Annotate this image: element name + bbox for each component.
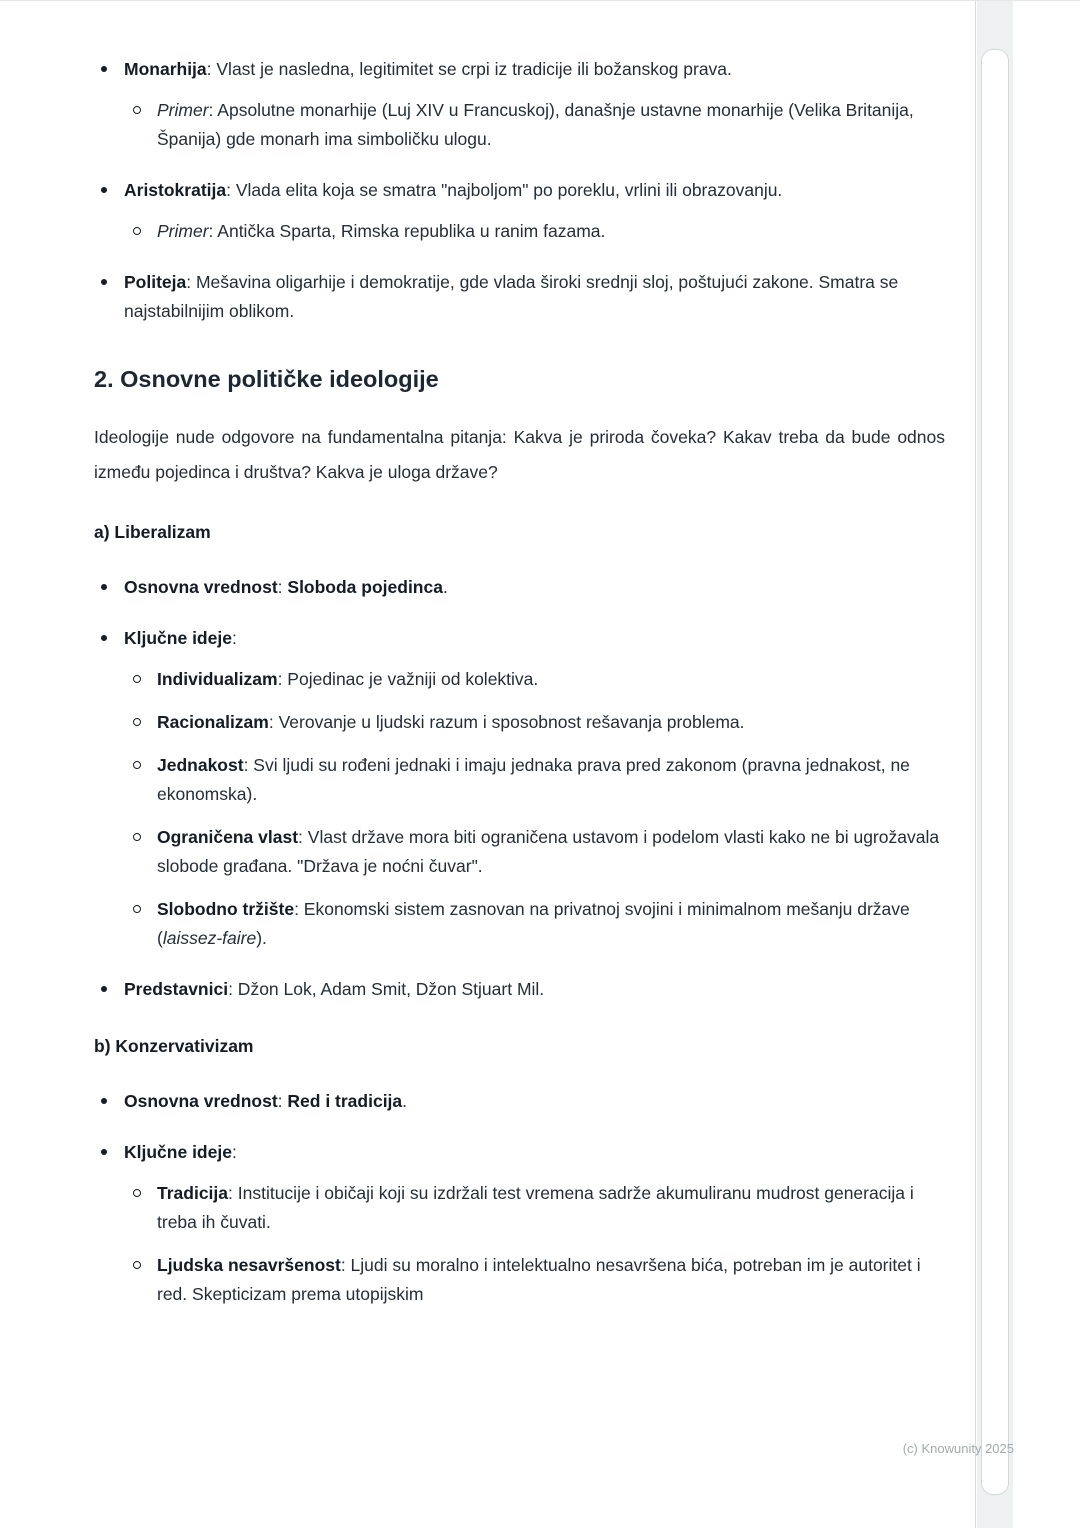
list-item xyxy=(94,268,945,326)
italic-text: Primer xyxy=(157,221,209,241)
bold-text: Osnovna vrednost xyxy=(124,577,278,597)
bold-text: Individualizam xyxy=(157,669,278,689)
bold-text: Osnovna vrednost xyxy=(124,1091,278,1111)
bullet-list xyxy=(94,1087,945,1309)
bold-text: Predstavnici xyxy=(124,979,229,999)
bold-text: Ključne ideje xyxy=(124,628,232,648)
text: . xyxy=(442,577,448,597)
text: : xyxy=(231,1142,237,1162)
bold-text: Sloboda pojedinca xyxy=(287,577,443,597)
bullet-list xyxy=(94,573,945,1004)
text: : Ljudi su moralno i intelektualno nesavršena bića, potreban im je autoritet i red. Skepticizam prema utopijskim xyxy=(157,1255,921,1304)
document-content xyxy=(94,55,945,1309)
text: : Apsolutne monarhije (Luj XIV u Francuskoj), današnje ustavne monarhije (Velika Britanija, Španija) gde monarh ima simboličku ulogu. xyxy=(157,100,914,149)
italic-text: Primer xyxy=(157,100,209,120)
subsection-heading: a) Liberalizam xyxy=(94,522,211,542)
sub-list-item xyxy=(124,895,945,953)
document-page xyxy=(0,1,976,1528)
text: : Antička Sparta, Rimska republika u ranim fazama. xyxy=(208,221,606,241)
bold-text: Politeja xyxy=(124,272,187,292)
sub-list-item xyxy=(124,665,945,694)
list-item xyxy=(94,573,945,602)
bold-text: Racionalizam xyxy=(157,712,269,732)
bold-text: Ključne ideje xyxy=(124,1142,232,1162)
paragraph: Ideologije nude odgovore na fundamentalna pitanja: Kakva je priroda čoveka? Kakav treba da bude odnos između pojedinca i društva? Kakva je uloga države? xyxy=(94,427,945,482)
text: : Džon Lok, Adam Smit, Džon Stjuart Mil. xyxy=(228,979,545,999)
text: . xyxy=(402,1091,408,1111)
list-item xyxy=(94,1087,945,1116)
sub-list-item xyxy=(124,751,945,809)
section-heading: 2. Osnovne političke ideologije xyxy=(94,366,439,392)
text: : Vlada elita koja se smatra "najboljom" po poreklu, vrlini ili obrazovanju. xyxy=(226,180,783,200)
sub-list-item xyxy=(124,708,945,737)
sub-bullet-list xyxy=(124,1179,945,1309)
bold-text: Ograničena vlast xyxy=(157,827,299,847)
text: : Pojedinac je važniji od kolektiva. xyxy=(277,669,539,689)
sub-list-item xyxy=(124,823,945,881)
text: : Institucije i običaji koji su izdržali test vremena sadrže akumuliranu mudrost generacija i treba ih čuvati. xyxy=(157,1183,914,1232)
text: : xyxy=(277,1091,288,1111)
sub-bullet-list xyxy=(124,665,945,953)
bullet-list xyxy=(94,55,945,326)
scrollbar-track[interactable] xyxy=(977,1,1013,1528)
sub-list-item xyxy=(124,96,945,154)
bold-text: Slobodno tržište xyxy=(157,899,295,919)
text: : Svi ljudi su rođeni jednaki i imaju jednaka prava pred zakonom (pravna jednakost, ne ekonomska). xyxy=(157,755,910,804)
text: : Vlast države mora biti ograničena ustavom i podelom vlasti kako ne bi ugrožavala slobode građana. "Država je noćni čuvar". xyxy=(157,827,940,876)
bold-text: Jednakost xyxy=(157,755,244,775)
scrollbar-thumb[interactable] xyxy=(981,49,1009,1495)
sub-list-item xyxy=(124,1179,945,1237)
text: : Verovanje u ljudski razum i sposobnost rešavanja problema. xyxy=(268,712,745,732)
text: : xyxy=(231,628,237,648)
bold-text: Monarhija xyxy=(124,59,207,79)
subsection-heading: b) Konzervativizam xyxy=(94,1036,254,1056)
sub-list-item xyxy=(124,217,945,246)
sub-bullet-list xyxy=(124,217,945,246)
bold-text: Ljudska nesavršenost xyxy=(157,1255,341,1275)
italic-text: laissez-faire xyxy=(162,928,257,948)
sub-list-item xyxy=(124,1251,945,1309)
watermark: (c) Knowunity 2025 xyxy=(902,1441,1014,1456)
text: : Mešavina oligarhije i demokratije, gde vlada široki srednji sloj, poštujući zakone. Smatra se najstabilnijim oblikom. xyxy=(124,272,899,321)
text: ). xyxy=(256,928,267,948)
list-item xyxy=(94,975,945,1004)
text: : Vlast je nasledna, legitimitet se crpi iz tradicije ili božanskog prava. xyxy=(206,59,732,79)
text: : Ekonomski sistem zasnovan na privatnoj svojini i minimalnom mešanju države ( xyxy=(157,899,910,948)
list-item xyxy=(94,176,945,246)
sub-bullet-list xyxy=(124,96,945,154)
list-item xyxy=(94,55,945,154)
bold-text: Aristokratija xyxy=(124,180,227,200)
bold-text: Red i tradicija xyxy=(287,1091,403,1111)
bold-text: Tradicija xyxy=(157,1183,229,1203)
text: : xyxy=(277,577,288,597)
list-item xyxy=(94,624,945,953)
list-item xyxy=(94,1138,945,1309)
